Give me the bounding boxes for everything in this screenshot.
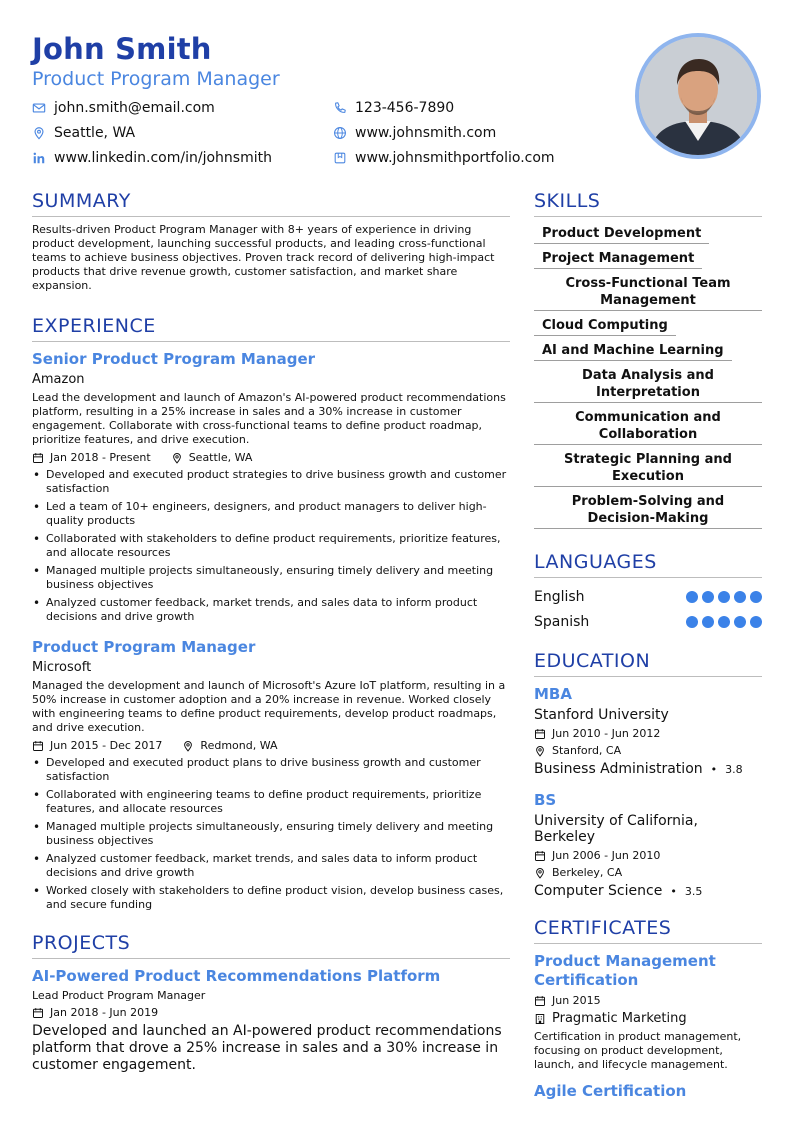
avatar-illustration xyxy=(639,37,757,155)
job-title: Product Program Manager xyxy=(32,638,256,656)
cert-issuer-row xyxy=(534,1011,762,1026)
separator-dot: • xyxy=(670,884,677,898)
profile-photo xyxy=(635,33,761,159)
edu-field-row xyxy=(534,883,762,899)
languages-list xyxy=(534,584,762,634)
contact-linkedin[interactable] xyxy=(32,148,272,168)
cert-date-row xyxy=(534,994,762,1007)
contact-location xyxy=(32,123,135,143)
edu-degree: BS xyxy=(534,791,557,809)
edu-dates-row xyxy=(534,727,762,740)
globe-icon xyxy=(333,126,347,140)
summary-text: Results-driven Product Program Manager with 8+ years of experience in driving product development, launching successful products, and leading cross-functional teams to achieve business objectives. Proven track record of delivering high-impact products that drive revenue growth, customer satisfaction, and market share expansion. xyxy=(32,223,495,292)
email-text: john.smith@email.com xyxy=(54,100,215,116)
cert-title: Product Management Certification xyxy=(534,952,716,989)
portfolio-text: www.johnsmithportfolio.com xyxy=(355,150,555,166)
edu-field: Computer Science xyxy=(534,883,663,899)
level-dot xyxy=(750,591,762,603)
job-location: Redmond, WA xyxy=(200,739,278,752)
list-item: • Analyzed customer feedback, market trends, and sales data to inform product decisions and drive growth xyxy=(32,852,510,880)
level-dot xyxy=(734,616,746,628)
cert-title: Agile Certification xyxy=(534,1082,687,1100)
phone-icon xyxy=(333,101,347,115)
job-title: Senior Product Program Manager xyxy=(32,350,316,368)
job-meta xyxy=(32,739,510,752)
location-pin-icon xyxy=(32,126,46,140)
level-dot xyxy=(718,591,730,603)
list-item: • Managed multiple projects simultaneously, ensuring timely delivery and meeting business objectives xyxy=(32,820,510,848)
project-title: AI-Powered Product Recommendations Platform xyxy=(32,967,441,985)
job-dates: Jan 2018 - Present xyxy=(50,451,151,464)
project-meta xyxy=(32,1006,510,1019)
job-entry xyxy=(32,638,510,912)
job-bullets xyxy=(32,468,510,624)
edu-dates: Jun 2010 - Jun 2012 xyxy=(552,727,661,740)
edu-school: Stanford University xyxy=(534,707,669,723)
edu-gpa: 3.8 xyxy=(725,762,743,776)
skills-list xyxy=(534,223,762,533)
contact-phone[interactable] xyxy=(333,98,454,118)
language-name: English xyxy=(534,588,585,605)
phone-text: 123-456-7890 xyxy=(355,100,455,116)
linkedin-icon xyxy=(32,151,46,165)
list-item: • Worked closely with stakeholders to define product vision, develop business cases, and secure funding xyxy=(32,884,510,912)
list-item: • Analyzed customer feedback, market trends, and sales data to inform product decisions and drive growth xyxy=(32,596,510,624)
project-role: Lead Product Program Manager xyxy=(32,989,206,1002)
level-dot xyxy=(718,616,730,628)
skill-tag: Strategic Planning and Execution xyxy=(534,449,762,487)
list-item: • Collaborated with engineering teams to define product requirements, prioritize features, and allocate resources xyxy=(32,788,510,816)
list-item: • Managed multiple projects simultaneously, ensuring timely delivery and meeting business objectives xyxy=(32,564,510,592)
left-column xyxy=(32,190,510,1074)
job-company: Amazon xyxy=(32,372,85,387)
skills-heading: SKILLS xyxy=(534,190,762,217)
separator-dot: • xyxy=(710,762,718,776)
level-dot xyxy=(734,591,746,603)
education-entry xyxy=(534,685,762,777)
language-name: Spanish xyxy=(534,613,590,630)
job-description: Lead the development and launch of Amazon's AI-powered product recommendations platform, resulting in a 25% increase in sales and a 30% increase in customer engagement. Collaborate with cross-functional teams to define product roadmap, prioritize features, and drive execution. xyxy=(32,391,506,446)
calendar-icon xyxy=(534,850,546,862)
skill-tag: Cross-Functional Team Management xyxy=(534,273,762,311)
edu-field: Business Administration xyxy=(534,761,703,777)
right-column xyxy=(534,190,762,1101)
edu-location: Stanford, CA xyxy=(552,744,622,757)
job-meta xyxy=(32,451,510,464)
cert-issuer: Pragmatic Marketing xyxy=(552,1011,687,1026)
skill-tag: Data Analysis and Interpretation xyxy=(534,365,762,403)
summary-heading: SUMMARY xyxy=(32,190,510,217)
calendar-icon xyxy=(534,728,546,740)
job-bullets xyxy=(32,756,510,912)
location-text: Seattle, WA xyxy=(54,125,136,141)
skill-tag: Cloud Computing xyxy=(534,315,676,336)
location-pin-icon xyxy=(171,452,183,464)
job-location: Seattle, WA xyxy=(188,451,253,464)
certificate-entry xyxy=(534,952,762,1072)
job-company: Microsoft xyxy=(32,660,92,675)
edu-gpa: 3.5 xyxy=(684,884,703,898)
calendar-icon xyxy=(534,995,546,1007)
contact-portfolio[interactable] xyxy=(333,148,555,168)
skill-tag: Communication and Collaboration xyxy=(534,407,762,445)
linkedin-text: www.linkedin.com/in/johnsmith xyxy=(54,150,272,166)
website-text: www.johnsmith.com xyxy=(355,125,497,141)
language-row xyxy=(534,609,762,634)
level-dot xyxy=(702,591,714,603)
language-row xyxy=(534,584,762,609)
projects-heading: PROJECTS xyxy=(32,932,510,959)
building-icon xyxy=(534,1013,546,1025)
education-entry xyxy=(534,791,762,899)
project-description: Developed and launched an AI-powered product recommendations platform that drove a 25% increase in sales and a 30% increase in customer engagement. xyxy=(32,1023,502,1073)
edu-dates: Jun 2006 - Jun 2010 xyxy=(552,849,661,862)
list-item: • Led a team of 10+ engineers, designers, and product managers to deliver high-quality products xyxy=(32,500,510,528)
calendar-icon xyxy=(32,1007,44,1019)
candidate-title: Product Program Manager xyxy=(32,68,280,90)
portfolio-icon xyxy=(333,151,347,165)
cert-description: Certification in product management, focusing on product development, launch, and lifecycle management. xyxy=(534,1030,742,1071)
list-item: • Collaborated with stakeholders to define product requirements, prioritize features, and allocate resources xyxy=(32,532,510,560)
language-level xyxy=(682,616,762,628)
language-level xyxy=(682,591,762,603)
education-heading: EDUCATION xyxy=(534,650,762,677)
job-dates: Jun 2015 - Dec 2017 xyxy=(50,739,163,752)
project-dates: Jan 2018 - Jun 2019 xyxy=(50,1006,159,1019)
project-entry xyxy=(32,967,510,1074)
list-item: • Developed and executed product plans to drive business growth and customer satisfaction xyxy=(32,756,510,784)
contact-website[interactable] xyxy=(333,123,496,143)
skill-tag: AI and Machine Learning xyxy=(534,340,732,361)
skill-tag: Product Development xyxy=(534,223,709,244)
mail-icon xyxy=(32,101,46,115)
calendar-icon xyxy=(32,452,44,464)
location-pin-icon xyxy=(534,745,546,757)
edu-school: University of California, Berkeley xyxy=(534,813,698,845)
candidate-name: John Smith xyxy=(32,32,212,66)
level-dot xyxy=(686,591,698,603)
languages-heading: LANGUAGES xyxy=(534,551,762,578)
edu-degree: MBA xyxy=(534,685,572,703)
contact-email[interactable] xyxy=(32,98,215,118)
certificates-heading: CERTIFICATES xyxy=(534,917,762,944)
level-dot xyxy=(702,616,714,628)
calendar-icon xyxy=(32,740,44,752)
job-entry xyxy=(32,350,510,624)
certificate-entry xyxy=(534,1082,762,1101)
location-pin-icon xyxy=(534,867,546,879)
list-item: • Developed and executed product strategies to drive business growth and customer satisfaction xyxy=(32,468,510,496)
cert-date: Jun 2015 xyxy=(552,994,601,1007)
edu-field-row xyxy=(534,761,762,777)
level-dot xyxy=(750,616,762,628)
edu-location: Berkeley, CA xyxy=(552,866,623,879)
skill-tag: Problem-Solving and Decision-Making xyxy=(534,491,762,529)
level-dot xyxy=(686,616,698,628)
edu-location-row xyxy=(534,744,762,757)
job-description: Managed the development and launch of Microsoft's Azure IoT platform, resulting in a 50% increase in customer adoption and a 20% increase in revenue. Worked closely with engineering teams to define product requirements, develop product roadmaps, and drive execution. xyxy=(32,679,506,734)
edu-dates-row xyxy=(534,849,762,862)
location-pin-icon xyxy=(182,740,194,752)
skill-tag: Project Management xyxy=(534,248,702,269)
edu-location-row xyxy=(534,866,762,879)
experience-heading: EXPERIENCE xyxy=(32,315,510,342)
